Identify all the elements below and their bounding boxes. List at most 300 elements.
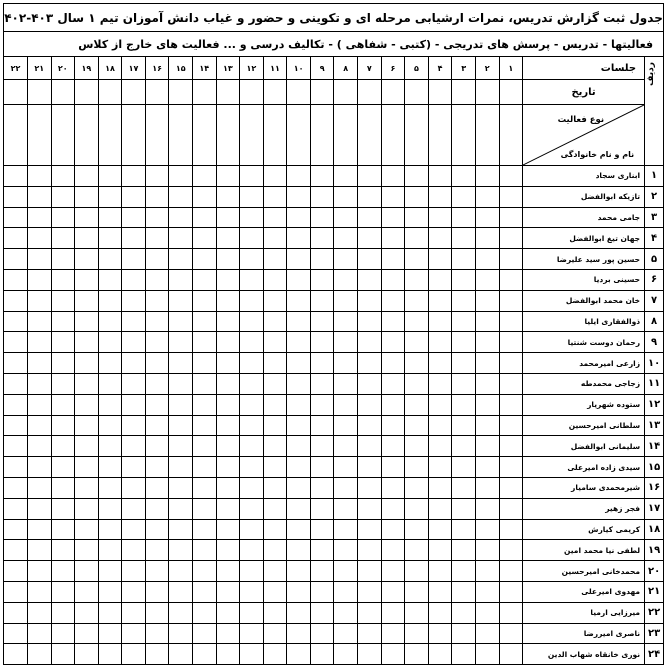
grade-cell[interactable] (334, 311, 358, 332)
grade-cell[interactable] (240, 477, 264, 498)
grade-cell[interactable] (98, 477, 122, 498)
grade-cell[interactable] (475, 623, 499, 644)
grade-cell[interactable] (263, 269, 287, 290)
grade-cell[interactable] (75, 332, 99, 353)
grade-cell[interactable] (381, 311, 405, 332)
grade-cell[interactable] (4, 228, 28, 249)
grade-cell[interactable] (405, 581, 429, 602)
grade-cell[interactable] (499, 602, 523, 623)
grade-cell[interactable] (98, 436, 122, 457)
grade-cell[interactable] (405, 373, 429, 394)
grade-cell[interactable] (98, 581, 122, 602)
grade-cell[interactable] (263, 498, 287, 519)
grade-cell[interactable] (122, 519, 146, 540)
date-cell[interactable] (310, 80, 334, 105)
grade-cell[interactable] (358, 457, 382, 478)
grade-cell[interactable] (310, 519, 334, 540)
grade-cell[interactable] (27, 394, 51, 415)
grade-cell[interactable] (27, 623, 51, 644)
grade-cell[interactable] (122, 581, 146, 602)
grade-cell[interactable] (27, 540, 51, 561)
grade-cell[interactable] (216, 353, 240, 374)
date-cell[interactable] (75, 80, 99, 105)
grade-cell[interactable] (334, 540, 358, 561)
grade-cell[interactable] (499, 498, 523, 519)
grade-cell[interactable] (405, 332, 429, 353)
grade-cell[interactable] (405, 457, 429, 478)
grade-cell[interactable] (405, 436, 429, 457)
grade-cell[interactable] (287, 311, 311, 332)
grade-cell[interactable] (75, 207, 99, 228)
activity-type-cell[interactable] (98, 105, 122, 166)
grade-cell[interactable] (98, 332, 122, 353)
grade-cell[interactable] (310, 353, 334, 374)
date-cell[interactable] (122, 80, 146, 105)
grade-cell[interactable] (240, 290, 264, 311)
grade-cell[interactable] (475, 540, 499, 561)
grade-cell[interactable] (381, 644, 405, 665)
grade-cell[interactable] (475, 457, 499, 478)
grade-cell[interactable] (169, 249, 193, 270)
grade-cell[interactable] (334, 166, 358, 187)
grade-cell[interactable] (428, 498, 452, 519)
grade-cell[interactable] (263, 519, 287, 540)
grade-cell[interactable] (75, 561, 99, 582)
grade-cell[interactable] (381, 457, 405, 478)
grade-cell[interactable] (263, 457, 287, 478)
grade-cell[interactable] (98, 166, 122, 187)
grade-cell[interactable] (192, 457, 216, 478)
grade-cell[interactable] (75, 415, 99, 436)
grade-cell[interactable] (428, 477, 452, 498)
grade-cell[interactable] (334, 581, 358, 602)
grade-cell[interactable] (216, 623, 240, 644)
grade-cell[interactable] (27, 457, 51, 478)
activity-type-cell[interactable] (240, 105, 264, 166)
grade-cell[interactable] (428, 353, 452, 374)
grade-cell[interactable] (216, 477, 240, 498)
grade-cell[interactable] (263, 477, 287, 498)
grade-cell[interactable] (145, 394, 169, 415)
grade-cell[interactable] (169, 581, 193, 602)
grade-cell[interactable] (4, 353, 28, 374)
grade-cell[interactable] (452, 332, 476, 353)
grade-cell[interactable] (122, 415, 146, 436)
grade-cell[interactable] (27, 436, 51, 457)
grade-cell[interactable] (51, 394, 75, 415)
grade-cell[interactable] (310, 249, 334, 270)
grade-cell[interactable] (51, 249, 75, 270)
grade-cell[interactable] (4, 166, 28, 187)
grade-cell[interactable] (334, 457, 358, 478)
grade-cell[interactable] (358, 581, 382, 602)
grade-cell[interactable] (51, 186, 75, 207)
grade-cell[interactable] (216, 415, 240, 436)
activity-type-cell[interactable] (192, 105, 216, 166)
grade-cell[interactable] (145, 644, 169, 665)
grade-cell[interactable] (381, 561, 405, 582)
grade-cell[interactable] (145, 519, 169, 540)
grade-cell[interactable] (75, 519, 99, 540)
grade-cell[interactable] (27, 561, 51, 582)
grade-cell[interactable] (310, 457, 334, 478)
grade-cell[interactable] (145, 353, 169, 374)
grade-cell[interactable] (122, 353, 146, 374)
date-cell[interactable] (358, 80, 382, 105)
grade-cell[interactable] (263, 290, 287, 311)
grade-cell[interactable] (428, 644, 452, 665)
grade-cell[interactable] (499, 186, 523, 207)
grade-cell[interactable] (381, 228, 405, 249)
grade-cell[interactable] (381, 519, 405, 540)
grade-cell[interactable] (428, 519, 452, 540)
grade-cell[interactable] (428, 623, 452, 644)
grade-cell[interactable] (287, 353, 311, 374)
grade-cell[interactable] (405, 228, 429, 249)
grade-cell[interactable] (240, 269, 264, 290)
grade-cell[interactable] (4, 540, 28, 561)
grade-cell[interactable] (358, 415, 382, 436)
activity-type-cell[interactable] (216, 105, 240, 166)
grade-cell[interactable] (452, 186, 476, 207)
grade-cell[interactable] (27, 186, 51, 207)
grade-cell[interactable] (310, 373, 334, 394)
grade-cell[interactable] (75, 249, 99, 270)
grade-cell[interactable] (452, 249, 476, 270)
grade-cell[interactable] (475, 519, 499, 540)
grade-cell[interactable] (381, 602, 405, 623)
grade-cell[interactable] (499, 581, 523, 602)
grade-cell[interactable] (499, 166, 523, 187)
grade-cell[interactable] (216, 373, 240, 394)
grade-cell[interactable] (452, 581, 476, 602)
grade-cell[interactable] (499, 457, 523, 478)
activity-type-cell[interactable] (475, 105, 499, 166)
grade-cell[interactable] (240, 353, 264, 374)
grade-cell[interactable] (192, 394, 216, 415)
grade-cell[interactable] (287, 477, 311, 498)
grade-cell[interactable] (240, 561, 264, 582)
grade-cell[interactable] (122, 436, 146, 457)
activity-type-cell[interactable] (334, 105, 358, 166)
grade-cell[interactable] (475, 373, 499, 394)
grade-cell[interactable] (405, 540, 429, 561)
grade-cell[interactable] (75, 228, 99, 249)
grade-cell[interactable] (4, 498, 28, 519)
grade-cell[interactable] (98, 373, 122, 394)
grade-cell[interactable] (475, 166, 499, 187)
grade-cell[interactable] (169, 290, 193, 311)
grade-cell[interactable] (4, 373, 28, 394)
grade-cell[interactable] (4, 457, 28, 478)
grade-cell[interactable] (358, 290, 382, 311)
grade-cell[interactable] (381, 436, 405, 457)
grade-cell[interactable] (192, 353, 216, 374)
grade-cell[interactable] (381, 373, 405, 394)
grade-cell[interactable] (334, 519, 358, 540)
grade-cell[interactable] (475, 269, 499, 290)
grade-cell[interactable] (51, 457, 75, 478)
grade-cell[interactable] (287, 498, 311, 519)
grade-cell[interactable] (263, 373, 287, 394)
grade-cell[interactable] (75, 498, 99, 519)
grade-cell[interactable] (98, 540, 122, 561)
grade-cell[interactable] (499, 477, 523, 498)
grade-cell[interactable] (475, 290, 499, 311)
grade-cell[interactable] (75, 477, 99, 498)
grade-cell[interactable] (334, 186, 358, 207)
grade-cell[interactable] (169, 228, 193, 249)
grade-cell[interactable] (216, 519, 240, 540)
grade-cell[interactable] (192, 332, 216, 353)
grade-cell[interactable] (240, 249, 264, 270)
grade-cell[interactable] (122, 477, 146, 498)
grade-cell[interactable] (27, 228, 51, 249)
grade-cell[interactable] (405, 644, 429, 665)
grade-cell[interactable] (240, 644, 264, 665)
grade-cell[interactable] (358, 540, 382, 561)
grade-cell[interactable] (169, 166, 193, 187)
grade-cell[interactable] (98, 186, 122, 207)
grade-cell[interactable] (98, 415, 122, 436)
grade-cell[interactable] (358, 519, 382, 540)
grade-cell[interactable] (310, 561, 334, 582)
grade-cell[interactable] (122, 457, 146, 478)
grade-cell[interactable] (428, 311, 452, 332)
grade-cell[interactable] (98, 228, 122, 249)
grade-cell[interactable] (358, 561, 382, 582)
activity-type-cell[interactable] (122, 105, 146, 166)
grade-cell[interactable] (4, 561, 28, 582)
grade-cell[interactable] (358, 269, 382, 290)
grade-cell[interactable] (287, 290, 311, 311)
grade-cell[interactable] (428, 581, 452, 602)
grade-cell[interactable] (192, 644, 216, 665)
grade-cell[interactable] (287, 623, 311, 644)
grade-cell[interactable] (287, 561, 311, 582)
grade-cell[interactable] (310, 623, 334, 644)
grade-cell[interactable] (169, 457, 193, 478)
grade-cell[interactable] (499, 353, 523, 374)
grade-cell[interactable] (475, 581, 499, 602)
grade-cell[interactable] (122, 373, 146, 394)
grade-cell[interactable] (334, 498, 358, 519)
grade-cell[interactable] (287, 644, 311, 665)
grade-cell[interactable] (428, 228, 452, 249)
date-cell[interactable] (4, 80, 28, 105)
grade-cell[interactable] (75, 457, 99, 478)
grade-cell[interactable] (98, 207, 122, 228)
activity-type-cell[interactable] (169, 105, 193, 166)
grade-cell[interactable] (428, 166, 452, 187)
grade-cell[interactable] (216, 332, 240, 353)
grade-cell[interactable] (4, 249, 28, 270)
grade-cell[interactable] (381, 290, 405, 311)
grade-cell[interactable] (145, 290, 169, 311)
grade-cell[interactable] (381, 540, 405, 561)
date-cell[interactable] (428, 80, 452, 105)
grade-cell[interactable] (405, 269, 429, 290)
grade-cell[interactable] (75, 394, 99, 415)
grade-cell[interactable] (263, 415, 287, 436)
grade-cell[interactable] (27, 498, 51, 519)
grade-cell[interactable] (145, 561, 169, 582)
grade-cell[interactable] (51, 290, 75, 311)
grade-cell[interactable] (51, 477, 75, 498)
grade-cell[interactable] (98, 269, 122, 290)
grade-cell[interactable] (145, 166, 169, 187)
grade-cell[interactable] (240, 332, 264, 353)
grade-cell[interactable] (169, 477, 193, 498)
grade-cell[interactable] (310, 581, 334, 602)
grade-cell[interactable] (27, 477, 51, 498)
grade-cell[interactable] (169, 415, 193, 436)
grade-cell[interactable] (192, 623, 216, 644)
grade-cell[interactable] (428, 457, 452, 478)
grade-cell[interactable] (216, 166, 240, 187)
grade-cell[interactable] (145, 228, 169, 249)
grade-cell[interactable] (475, 186, 499, 207)
grade-cell[interactable] (499, 207, 523, 228)
grade-cell[interactable] (405, 207, 429, 228)
grade-cell[interactable] (216, 644, 240, 665)
grade-cell[interactable] (428, 602, 452, 623)
grade-cell[interactable] (169, 373, 193, 394)
grade-cell[interactable] (358, 373, 382, 394)
grade-cell[interactable] (75, 602, 99, 623)
grade-cell[interactable] (216, 498, 240, 519)
grade-cell[interactable] (122, 186, 146, 207)
grade-cell[interactable] (499, 394, 523, 415)
grade-cell[interactable] (27, 166, 51, 187)
grade-cell[interactable] (287, 249, 311, 270)
grade-cell[interactable] (452, 228, 476, 249)
grade-cell[interactable] (358, 186, 382, 207)
grade-cell[interactable] (263, 602, 287, 623)
grade-cell[interactable] (428, 290, 452, 311)
grade-cell[interactable] (98, 561, 122, 582)
grade-cell[interactable] (51, 207, 75, 228)
activity-type-cell[interactable] (75, 105, 99, 166)
activity-type-cell[interactable] (358, 105, 382, 166)
activity-type-cell[interactable] (51, 105, 75, 166)
grade-cell[interactable] (27, 311, 51, 332)
grade-cell[interactable] (428, 249, 452, 270)
grade-cell[interactable] (145, 602, 169, 623)
grade-cell[interactable] (27, 602, 51, 623)
grade-cell[interactable] (452, 477, 476, 498)
grade-cell[interactable] (75, 311, 99, 332)
grade-cell[interactable] (499, 228, 523, 249)
grade-cell[interactable] (452, 623, 476, 644)
grade-cell[interactable] (192, 581, 216, 602)
grade-cell[interactable] (75, 644, 99, 665)
grade-cell[interactable] (499, 373, 523, 394)
grade-cell[interactable] (145, 415, 169, 436)
grade-cell[interactable] (98, 353, 122, 374)
grade-cell[interactable] (4, 394, 28, 415)
grade-cell[interactable] (216, 290, 240, 311)
grade-cell[interactable] (216, 394, 240, 415)
grade-cell[interactable] (122, 623, 146, 644)
grade-cell[interactable] (310, 540, 334, 561)
grade-cell[interactable] (51, 332, 75, 353)
grade-cell[interactable] (169, 498, 193, 519)
grade-cell[interactable] (75, 540, 99, 561)
grade-cell[interactable] (475, 561, 499, 582)
grade-cell[interactable] (192, 207, 216, 228)
grade-cell[interactable] (310, 269, 334, 290)
grade-cell[interactable] (428, 415, 452, 436)
grade-cell[interactable] (51, 581, 75, 602)
grade-cell[interactable] (240, 540, 264, 561)
grade-cell[interactable] (499, 644, 523, 665)
grade-cell[interactable] (192, 477, 216, 498)
grade-cell[interactable] (310, 644, 334, 665)
grade-cell[interactable] (287, 186, 311, 207)
grade-cell[interactable] (452, 290, 476, 311)
grade-cell[interactable] (310, 436, 334, 457)
grade-cell[interactable] (27, 581, 51, 602)
grade-cell[interactable] (405, 311, 429, 332)
grade-cell[interactable] (122, 166, 146, 187)
grade-cell[interactable] (192, 540, 216, 561)
grade-cell[interactable] (334, 394, 358, 415)
grade-cell[interactable] (405, 166, 429, 187)
date-cell[interactable] (98, 80, 122, 105)
activity-type-cell[interactable] (428, 105, 452, 166)
grade-cell[interactable] (334, 373, 358, 394)
grade-cell[interactable] (428, 186, 452, 207)
date-cell[interactable] (381, 80, 405, 105)
grade-cell[interactable] (51, 353, 75, 374)
grade-cell[interactable] (4, 436, 28, 457)
grade-cell[interactable] (287, 207, 311, 228)
grade-cell[interactable] (475, 228, 499, 249)
grade-cell[interactable] (51, 519, 75, 540)
grade-cell[interactable] (334, 602, 358, 623)
grade-cell[interactable] (358, 436, 382, 457)
grade-cell[interactable] (122, 602, 146, 623)
grade-cell[interactable] (263, 186, 287, 207)
grade-cell[interactable] (75, 290, 99, 311)
grade-cell[interactable] (145, 186, 169, 207)
grade-cell[interactable] (240, 394, 264, 415)
grade-cell[interactable] (499, 290, 523, 311)
grade-cell[interactable] (287, 269, 311, 290)
date-cell[interactable] (27, 80, 51, 105)
grade-cell[interactable] (263, 561, 287, 582)
grade-cell[interactable] (499, 269, 523, 290)
grade-cell[interactable] (4, 269, 28, 290)
grade-cell[interactable] (145, 249, 169, 270)
grade-cell[interactable] (428, 269, 452, 290)
grade-cell[interactable] (98, 311, 122, 332)
grade-cell[interactable] (381, 166, 405, 187)
date-cell[interactable] (192, 80, 216, 105)
grade-cell[interactable] (75, 436, 99, 457)
grade-cell[interactable] (405, 498, 429, 519)
grade-cell[interactable] (405, 394, 429, 415)
activity-type-cell[interactable] (145, 105, 169, 166)
grade-cell[interactable] (334, 353, 358, 374)
grade-cell[interactable] (169, 353, 193, 374)
grade-cell[interactable] (240, 207, 264, 228)
grade-cell[interactable] (27, 269, 51, 290)
grade-cell[interactable] (499, 311, 523, 332)
grade-cell[interactable] (475, 477, 499, 498)
grade-cell[interactable] (240, 581, 264, 602)
